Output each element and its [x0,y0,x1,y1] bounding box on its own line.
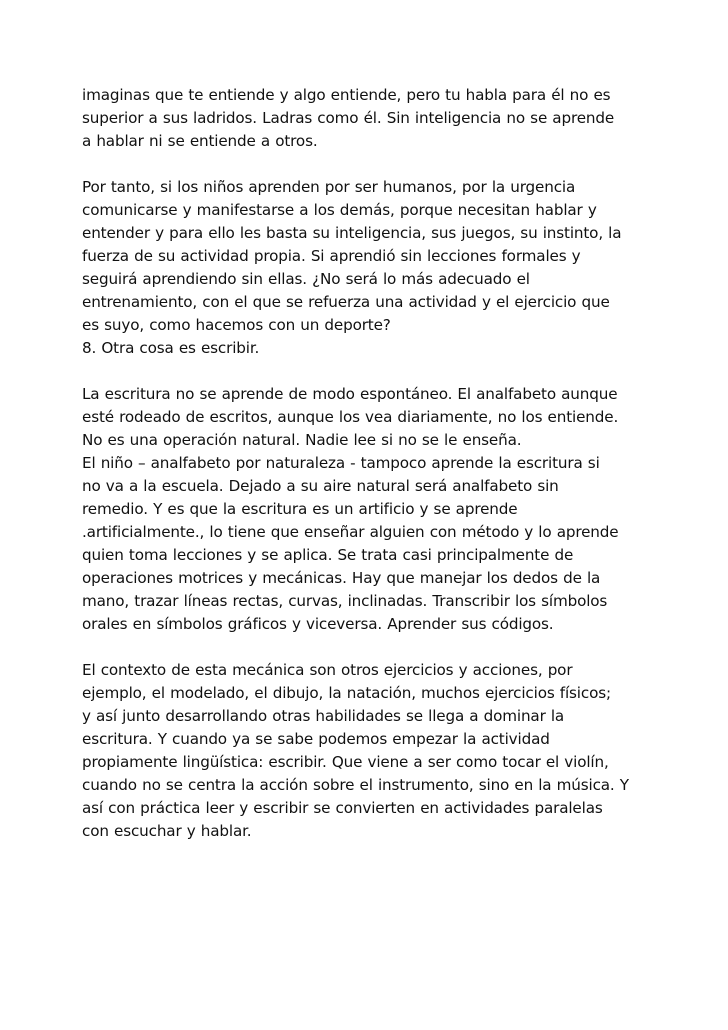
text-line: esté rodeado de escritos, aunque los vea diariamente, no los entiende. [82,408,619,426]
document-body [82,84,652,866]
text-line: remedio. Y es que la escritura es un artificio y se aprende [82,500,518,518]
text-line: El contexto de esta mecánica son otros ejercicios y acciones, por [82,661,573,679]
text-line: La escritura no se aprende de modo espontáneo. El analfabeto aunque [82,385,618,403]
text-line: mano, trazar líneas rectas, curvas, inclinadas. Transcribir los símbolos [82,592,608,610]
text-line: entender y para ello les basta su inteligencia, sus juegos, su instinto, la [82,224,622,242]
text-line: quien toma lecciones y se aplica. Se trata casi principalmente de [82,546,574,564]
paragraph-3 [82,383,652,636]
text-line: comunicarse y manifestarse a los demás, porque necesitan hablar y [82,201,597,219]
text-line: fuerza de su actividad propia. Si aprendió sin lecciones formales y [82,247,581,265]
text-line: cuando no se centra la acción sobre el instrumento, sino en la música. Y [82,776,629,794]
paragraph-1 [82,84,652,153]
text-line: orales en símbolos gráficos y viceversa. Aprender sus códigos. [82,615,554,633]
text-line: entrenamiento, con el que se refuerza una actividad y el ejercicio que [82,293,610,311]
text-line: operaciones motrices y mecánicas. Hay que manejar los dedos de la [82,569,601,587]
text-line: Por tanto, si los niños aprenden por ser humanos, por la urgencia [82,178,576,196]
text-line: .artificialmente., lo tiene que enseñar alguien con método y lo aprende [82,523,619,541]
text-line: a hablar ni se entiende a otros. [82,132,318,150]
text-line: escritura. Y cuando ya se sabe podemos empezar la actividad [82,730,550,748]
text-line: No es una operación natural. Nadie lee si no se le enseña. [82,431,522,449]
paragraph-4 [82,659,652,843]
section-heading: 8. Otra cosa es escribir. [82,339,260,357]
text-line: ejemplo, el modelado, el dibujo, la natación, muchos ejercicios físicos; [82,684,611,702]
text-line: seguirá aprendiendo sin ellas. ¿No será lo más adecuado el [82,270,530,288]
text-line: superior a sus ladridos. Ladras como él. Sin inteligencia no se aprende [82,109,615,127]
text-line: propiamente lingüística: escribir. Que viene a ser como tocar el violín, [82,753,609,771]
text-line: así con práctica leer y escribir se convierten en actividades paralelas [82,799,603,817]
text-line: no va a la escuela. Dejado a su aire natural será analfabeto sin [82,477,559,495]
text-line: y así junto desarrollando otras habilidades se llega a dominar la [82,707,565,725]
text-line: El niño – analfabeto por naturaleza - tampoco aprende la escritura si [82,454,600,472]
text-line: con escuchar y hablar. [82,822,252,840]
text-line: es suyo, como hacemos con un deporte? [82,316,391,334]
paragraph-2 [82,176,652,360]
text-line: imaginas que te entiende y algo entiende, pero tu habla para él no es [82,86,611,104]
